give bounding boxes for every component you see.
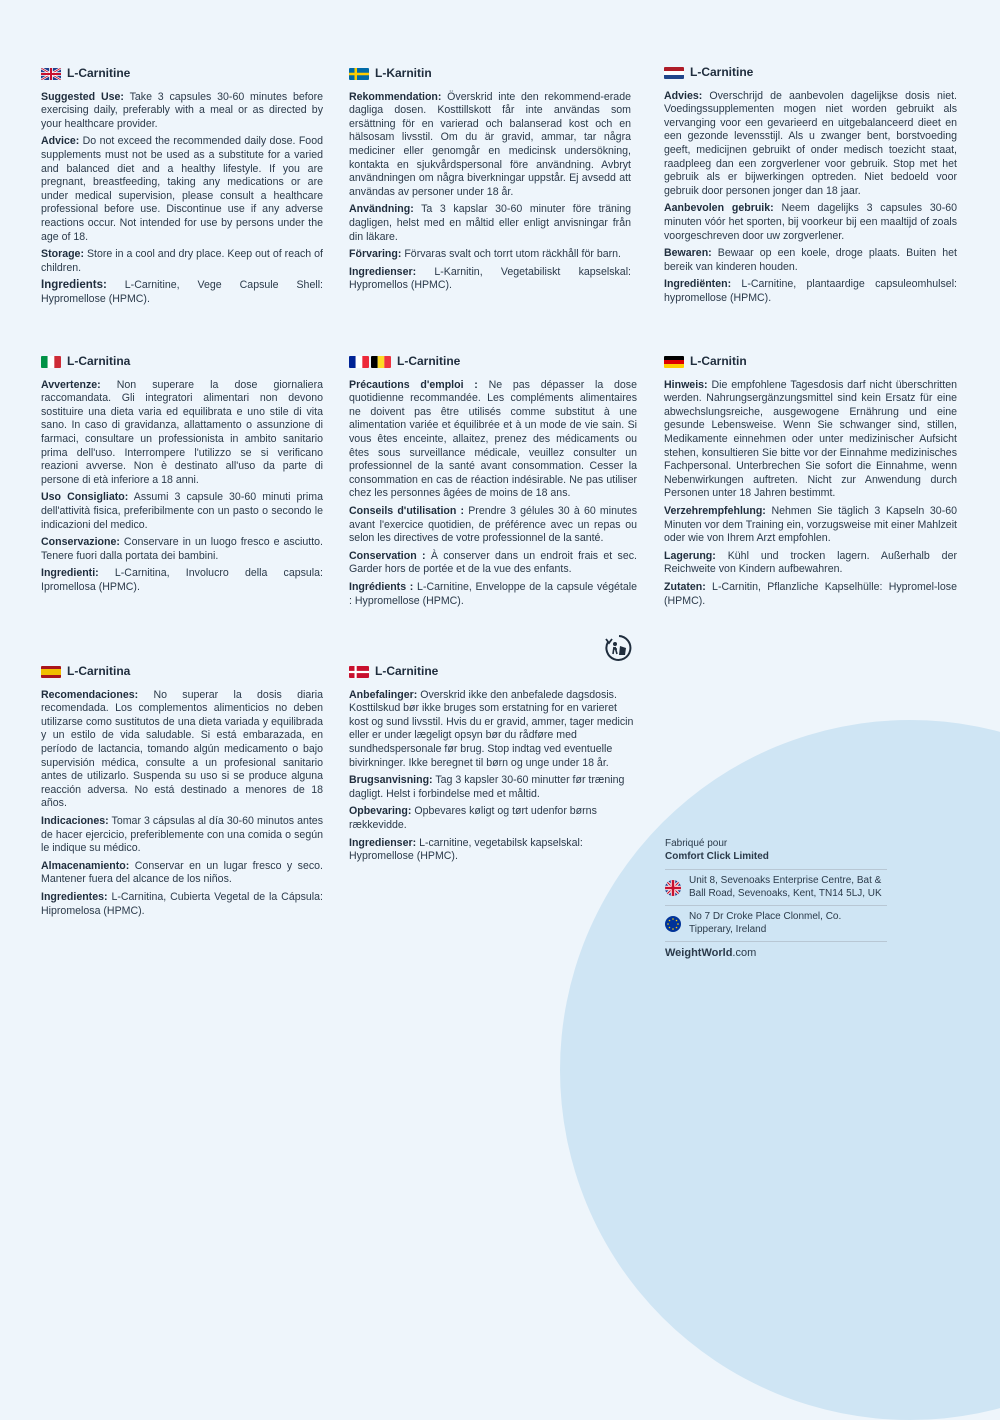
advice-paragraph <box>41 135 323 244</box>
section-title: L-Carnitine <box>67 66 131 80</box>
storage-paragraph <box>41 248 323 275</box>
advice-paragraph <box>664 90 957 199</box>
storage-label: Almacenamiento: <box>41 859 130 872</box>
advice-text: Non superare la dose giornaliera raccomandata. Gli integratori alimentari non devono sostituire una dieta varia ed equilibrata e uno stile di vita sano. In caso di gravidanza, allattamento o assunzione di farmaci, consultare un professionista in ambito sanitario prima dell'uso. Interrompere l'utilizzo se si verificano reazioni avverse. Non è destinato all'uso da parte di persone di età inferiore a 18 anni. <box>41 378 323 486</box>
belgium-flag-icon <box>371 356 391 368</box>
section-dk-header <box>349 665 637 679</box>
uk-address-row <box>665 869 887 905</box>
advice-text: Do not exceed the recommended daily dose. Food supplements must not be used as a substitute for a varied and balanced diet and a healthy lifestyle. If you are pregnant, breastfeeding, taking any medications or are under medical supervision, please consult a healthcare professional before use. Discontinue use if any adverse reactions occur. Not intended for use by persons under the age of 18. <box>41 135 323 243</box>
section-es <box>41 665 323 922</box>
usage-label: Brugsanvisning: <box>349 774 433 787</box>
section-es-header <box>41 665 323 679</box>
ingredients-paragraph <box>349 581 637 608</box>
germany-flag-icon <box>664 356 684 368</box>
usage-label: Verzehrempfehlung: <box>664 504 766 517</box>
section-title: L-Karnitin <box>375 66 432 80</box>
ingredients-text: L-Karnitin, Vegetabiliskt kapselskal: Hypromellos (HPMC). <box>349 265 631 292</box>
netherlands-flag-icon <box>664 67 684 79</box>
storage-paragraph <box>664 247 957 274</box>
section-fr-header <box>349 355 637 369</box>
usage-label: Uso Consigliato: <box>41 491 129 504</box>
ingredients-text: L-Carnitine, plantaardige capsuleomhulsel: hypromellose (HPMC). <box>664 278 957 304</box>
ingredients-label: Ingredients: <box>41 279 107 292</box>
section-title: L-Carnitine <box>690 65 754 79</box>
made-for-label: Fabriqué pour <box>665 838 728 849</box>
advice-text: No superar la dosis diaria recomendada. Los complementos alimenticios no deben utilizarse como sustitutos de una dieta variada y equilibrada y un estilo de vida saludable. Si está embarazada, en período de lactancia, tomando algún medicamento o bajo supervisión médica, consulte a un profesional sanitario antes de utilizarlo. Suspenda su uso si se produce alguna reacción adversa. No está destinado a menores de 18 años. <box>41 688 323 810</box>
usage-paragraph <box>41 815 323 856</box>
storage-label: Conservation : <box>349 549 426 562</box>
usage-label: Suggested Use: <box>41 90 124 103</box>
website-tld: .com <box>732 947 757 959</box>
advice-text: Overschrijd de aanbevolen dagelijkse dosis niet. Voedingssupplementen mogen niet worden gebruikt als vervanging voor een gevarieerd en uitgebalanceerd dieet en een gezonde levensstijl. Als u zwanger bent, borstvoeding geeft, medicijnen gebruikt of onder medisch toezicht staat, raadpleeg dan een zorgverlener voor gebruik. Stop met het gebruik als er bijwerkingen optreden. Niet bedoeld voor gebruik door personen jonger dan 18 jaar. <box>664 89 957 197</box>
france-flag-icon <box>349 356 369 368</box>
ie-address-row <box>665 905 887 941</box>
advice-label: Advice: <box>41 135 80 148</box>
usage-text: Assumi 3 capsule 30-60 minuti prima dell'attività fisica, preferibilmente con un pasto o secondo le indicazioni del medico. <box>41 491 323 531</box>
denmark-flag-icon <box>349 666 369 678</box>
section-de-header <box>664 355 957 369</box>
storage-label: Conservazione: <box>41 536 120 549</box>
advice-paragraph <box>664 379 957 501</box>
storage-paragraph <box>41 536 323 563</box>
usage-text: Neem dagelijks 3 capsules 30-60 minuten vóór het sporten, bij voorkeur bij een maaltijd of zoals voorgeschreven door uw zorgverlener. <box>664 202 957 242</box>
storage-paragraph <box>349 248 631 262</box>
uk-flag-icon <box>41 68 61 80</box>
advice-text: Overskrid ikke den anbefalede dagsdosis. Kosttilskud bør ikke bruges som erstatning for en varieret kost og sund livsstil. Hvis du er gravid, ammer, tager medicin eller er under lægeligt opsyn bør du rådføre med sundhedspersonale før brug. Stop indtag ved eventuelle bivirkninger. Ikke beregnet til børn og unge under 18 år. <box>349 688 634 769</box>
advice-label: Advies: <box>664 89 703 102</box>
italy-flag-icon <box>41 356 61 368</box>
storage-text: Förvaras svalt och torrt utom räckhåll för barn. <box>401 248 621 261</box>
ingredients-paragraph <box>349 837 637 864</box>
advice-text: Die empfohlene Tagesdosis darf nicht überschritten werden. Nahrungsergänzungsmittel sind kein Ersatz für eine abwechslungsreiche, ausgewogene Ernährung und eine gesunde Lebensweise. Wenn Sie schwanger sind, stillen, Medikamente einnehmen oder unter medizinischer Aufsicht stehen, konsultieren Sie bitte vor der Einnahme medizinisches Fachpersonal. Unterbrechen Sie sofort die Einnahme, wenn Nebenwirkungen auftreten. Nicht zur Anwendung durch Personen unter 18 Jahren bestimmt. <box>664 378 957 500</box>
section-nl-header <box>664 66 957 80</box>
advice-label: Recomendaciones: <box>41 688 139 701</box>
advice-paragraph <box>349 379 637 501</box>
section-uk-header <box>41 67 323 81</box>
usage-paragraph <box>41 491 323 532</box>
advice-text: Ne pas dépasser la dose quotidienne recommandée. Les compléments alimentaires ne doivent pas être utilisés comme substitut à une alimentation variée et équilibrée et à un mode de vie sain. Si vous êtes enceinte, allaitez, prenez des médicaments ou êtes sous surveillance médicale, veuillez consulter un professionnel de la santé avant consommation. Cesser la consommation en cas de réaction indésirable. Ne pas utiliser chez les personnes âgées de moins de 18 ans. <box>349 378 638 500</box>
storage-label: Bewaren: <box>664 247 712 260</box>
website-brand: WeightWorld <box>665 947 733 959</box>
spain-flag-icon <box>41 666 61 678</box>
storage-text: Store in a cool and dry place. Keep out of reach of children. <box>41 248 323 274</box>
section-fr <box>349 355 637 612</box>
usage-paragraph <box>349 505 637 546</box>
section-title: L-Carnitine <box>397 354 461 368</box>
storage-text: Conservare in un luogo fresco e asciutto. Tenere fuori dalla portata dei bambini. <box>41 536 323 562</box>
section-nl <box>664 66 957 310</box>
ingredients-text: L-Carnitina, Involucro della capsula: Ipromellosa (HPMC). <box>41 567 323 593</box>
company-name: Comfort Click Limited <box>665 850 769 862</box>
section-dk <box>349 665 637 868</box>
usage-text: Tag 3 kapsler 30-60 minutter før træning dagligt. Helst i forbindelse med et måltid. <box>349 774 625 800</box>
storage-paragraph <box>349 805 637 832</box>
section-it-header <box>41 355 323 369</box>
ingredients-label: Ingredienti: <box>41 567 99 580</box>
ingredients-paragraph <box>41 279 323 306</box>
ingredients-text: L-Carnitin, Pflanzliche Kapselhülle: Hypromel-lose (HPMC). <box>664 580 957 607</box>
advice-paragraph <box>349 689 637 771</box>
manufacturer-contact <box>665 838 887 960</box>
ingredients-paragraph <box>41 891 323 918</box>
usage-text: Ta 3 kapslar 30-60 minuter före träning dagligen, helst med en måltid eller enligt anvisningar från din läkare. <box>349 203 631 243</box>
ingredients-text: L-Carnitine, Enveloppe de la capsule végétale : Hypromellose (HPMC). <box>349 580 637 607</box>
ingredients-label: Ingrédients : <box>349 580 414 593</box>
storage-text: Bewaar op een koele, droge plaats. Buiten het bereik van kinderen houden. <box>664 247 957 273</box>
advice-paragraph <box>41 689 323 811</box>
advice-text: Överskrid inte den rekommend-erade dagliga dosen. Kosttillskott får inte användas som ersättning för en varierad och balanserad kost och en hälsosam livsstil. Om du är gravid, ammar, tar några mediciner eller genomgår en medicinsk undersökning, kontakta en sjukvårdspersonal före användning. Avbryt användningen om några biverkningar uppstår. Ej avsedd att användas av personer under 18 år. <box>349 90 631 198</box>
ingredients-paragraph <box>664 581 957 608</box>
section-title: L-Carnitine <box>375 664 439 678</box>
website <box>665 941 887 960</box>
advice-paragraph <box>41 379 323 488</box>
advice-paragraph <box>349 91 631 200</box>
usage-paragraph <box>664 202 957 243</box>
usage-text: Tomar 3 cápsulas al día 30-60 minutos antes de hacer ejercicio, preferiblemente con una comida o según le indique su médico. <box>41 814 323 855</box>
storage-paragraph <box>664 550 957 577</box>
section-uk <box>41 67 323 311</box>
storage-paragraph <box>41 860 323 887</box>
storage-text: Conservar en un lugar fresco y seco. Mantener fuera del alcance de los niños. <box>41 859 323 886</box>
ingredients-text: L-Carnitina, Cubierta Vegetal de la Cápsula: Hipromelosa (HPMC). <box>41 890 323 917</box>
uk-flag-icon <box>665 880 681 896</box>
ingredients-paragraph <box>41 567 323 594</box>
triman-recycle-icon <box>605 634 633 662</box>
usage-label: Användning: <box>349 203 414 216</box>
advice-label: Avvertenze: <box>41 378 101 391</box>
eu-flag-icon <box>665 916 681 932</box>
advice-label: Hinweis: <box>664 378 708 391</box>
storage-text: À conserver dans un endroit frais et sec. Garder hors de portée et de la vue des enfants. <box>349 549 637 576</box>
advice-label: Précautions d'emploi : <box>349 378 478 391</box>
ingredients-label: Zutaten: <box>664 580 706 593</box>
ingredients-text: L-carnitine, vegetabilsk kapselskal: Hypromellose (HPMC). <box>349 836 583 863</box>
storage-text: Kühl und trocken lagern. Außerhalb der Reichweite von Kindern aufbewahren. <box>664 549 957 576</box>
usage-label: Aanbevolen gebruik: <box>664 202 774 215</box>
section-se-header <box>349 67 631 81</box>
usage-label: Indicaciones: <box>41 814 109 827</box>
ingredients-label: Ingredienser: <box>349 265 417 278</box>
ingredients-paragraph <box>349 266 631 293</box>
section-title: L-Carnitina <box>67 354 131 368</box>
section-it <box>41 355 323 599</box>
ingredients-paragraph <box>664 278 957 305</box>
storage-label: Förvaring: <box>349 248 402 261</box>
advice-label: Anbefalinger: <box>349 688 418 701</box>
storage-label: Opbevaring: <box>349 805 412 818</box>
ie-address: No 7 Dr Croke Place Clonmel, Co. Tipperary, Ireland <box>689 911 842 935</box>
storage-label: Lagerung: <box>664 549 716 562</box>
advice-label: Rekommendation: <box>349 90 442 103</box>
ingredients-label: Ingredienser: <box>349 836 417 849</box>
usage-paragraph <box>41 91 323 132</box>
storage-paragraph <box>349 550 637 577</box>
usage-paragraph <box>349 774 637 801</box>
storage-label: Storage: <box>41 248 84 261</box>
uk-address: Unit 8, Sevenoaks Enterprise Centre, Bat & Ball Road, Sevenoaks, Kent, TN14 5LJ, UK <box>689 875 882 899</box>
ingredients-label: Ingredientes: <box>41 890 108 903</box>
section-se <box>349 67 631 297</box>
section-de <box>664 355 957 612</box>
usage-paragraph <box>664 505 957 546</box>
sweden-flag-icon <box>349 68 369 80</box>
section-title: L-Carnitin <box>690 354 747 368</box>
usage-text: Nehmen Sie täglich 3 Kapseln 30-60 Minuten vor dem Training ein, vorzugsweise mit einer Mahlzeit oder wie von Ihrem Arzt empfohlen. <box>664 504 957 545</box>
usage-label: Conseils d'utilisation : <box>349 504 465 517</box>
ingredients-label: Ingrediënten: <box>664 278 732 291</box>
usage-text: Take 3 capsules 30-60 minutes before exercising daily, preferably with a meal or as directed by your healthcare provider. <box>41 90 324 130</box>
usage-paragraph <box>349 203 631 244</box>
storage-text: Opbevares køligt og tørt udenfor børns rækkevidde. <box>349 805 597 831</box>
usage-text: Prendre 3 gélules 30 à 60 minutes avant l'exercice quotidien, de préférence avec un repas ou selon les directives de votre professionnel de la santé. <box>349 504 637 545</box>
section-title: L-Carnitina <box>67 664 131 678</box>
ingredients-text: L-Carnitine, Vege Capsule Shell: Hypromellose (HPMC). <box>41 279 323 305</box>
